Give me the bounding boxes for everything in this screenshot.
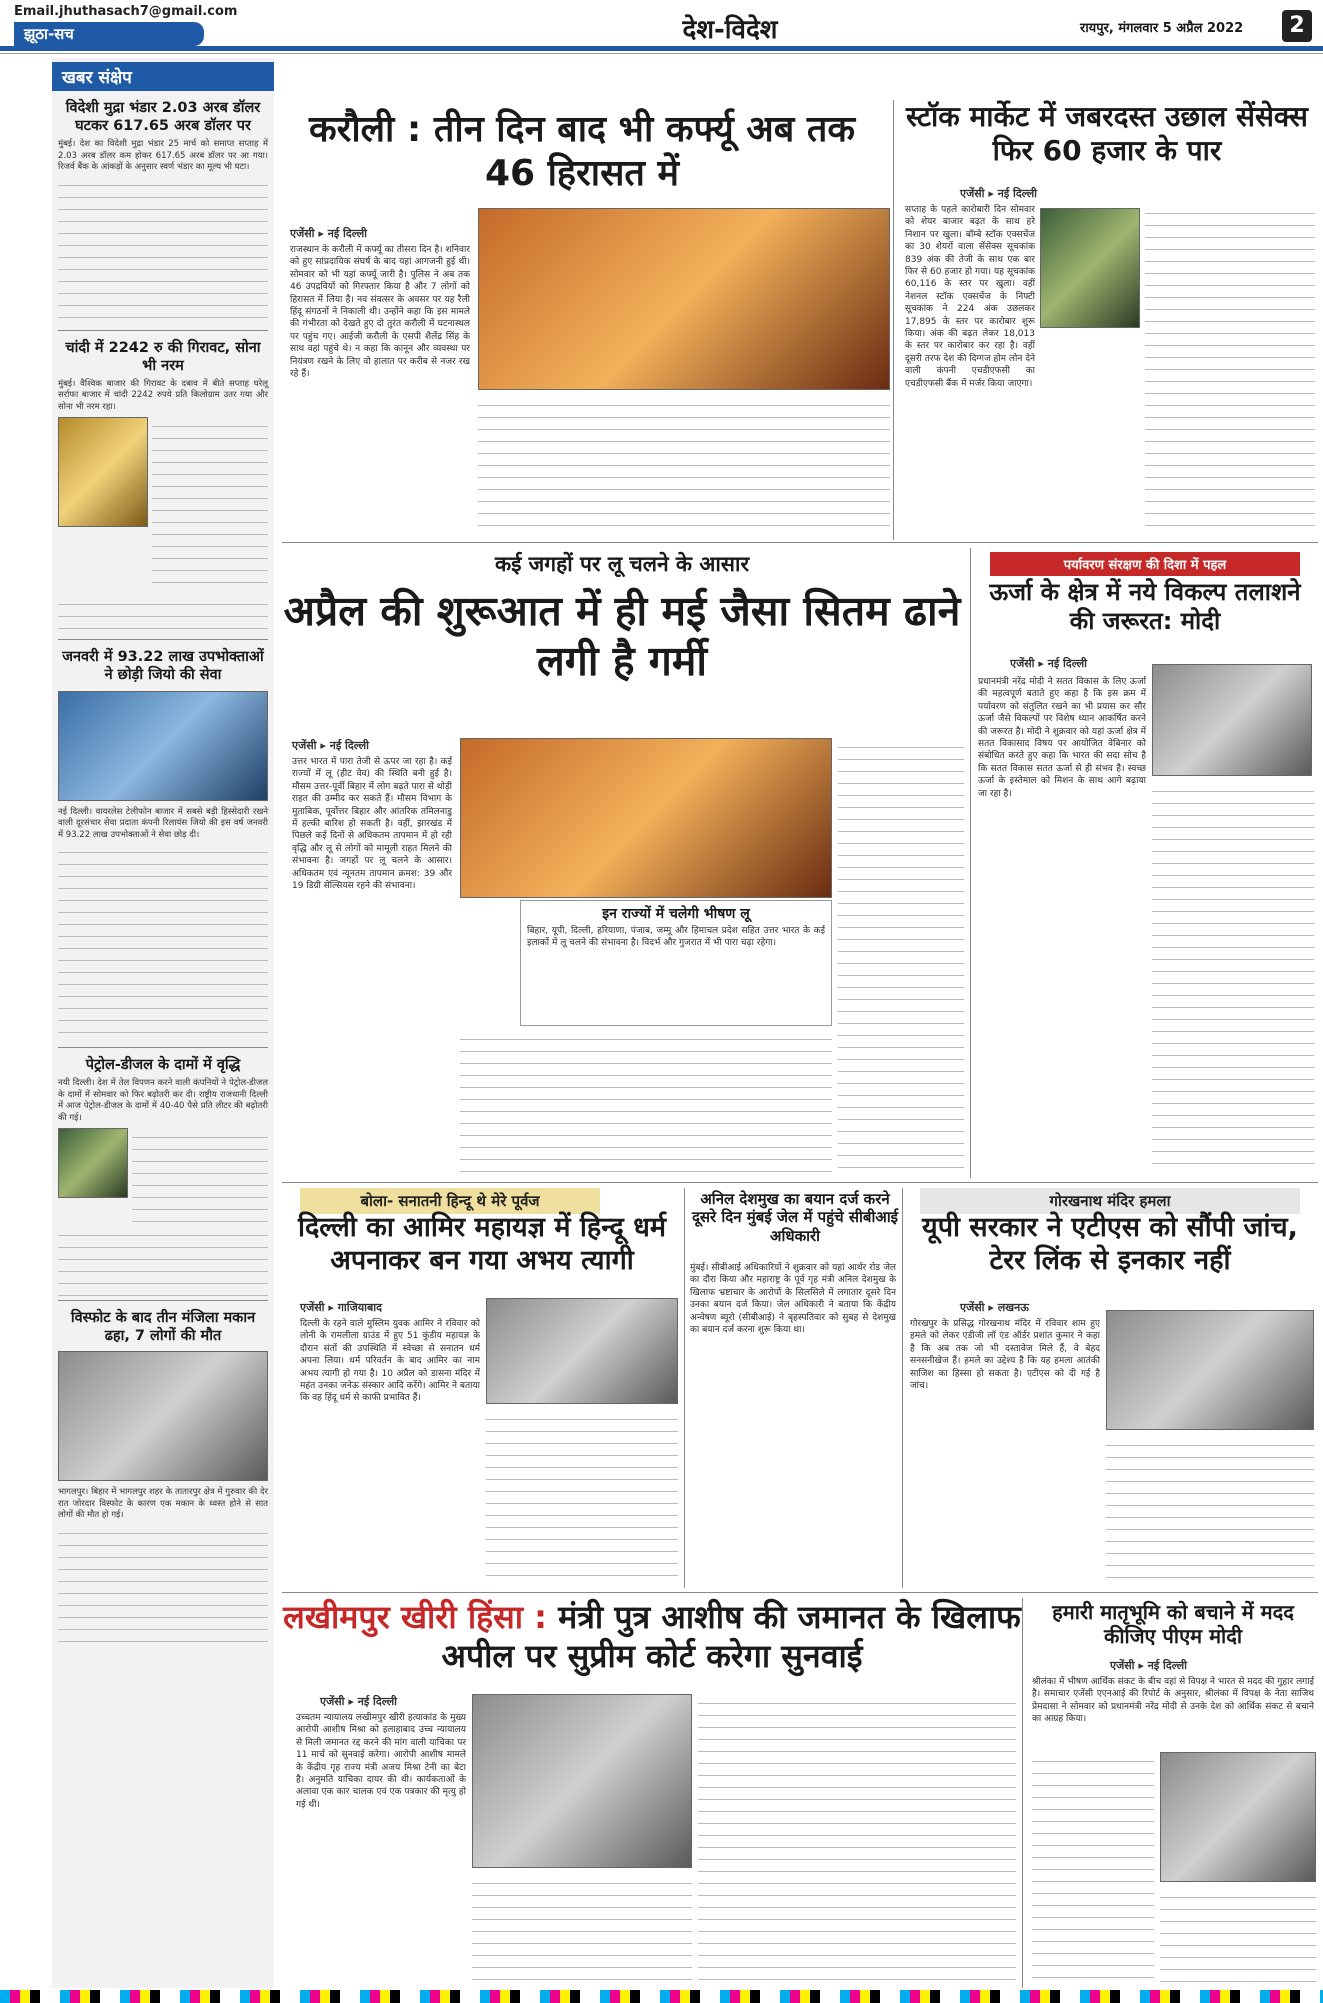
deshmukh-text: मुंबई। सीबीआई अधिकारियों ने शुक्रवार को यहां आर्थर रोड जेल का दौरा किया और महाराष्ट्र के पूर्व गृह मंत्री अनिल देशमुख के खिलाफ भ्रष्टाचार के आरोपों के सिलसिले में लगातार दूसरे दिन उनका बयान दर्ज किया। जेल अधिकारी ने बताया कि केंद्रीय अन्वेषण ब्यूरो (सीबीआई) ने बृहस्पतिवार को सुबह से देशमुख का बयान दर्ज करना शुरू किया था। <box>690 1263 896 1336</box>
karauli-text: राजस्थान के करौली में कर्फ्यू का तीसरा दिन है। शनिवार को हुए सांप्रदायिक संघर्ष के बाद यहां आगजनी हुई थी। सोमवार को भी यहां कर्फ्यू जारी है। पुलिस ने अब तक 46 उपद्रवियों को गिरफ्तार किया है और 7 लोगों को हिरासत में लिया है। नव संवत्सर के अवसर पर यह रैली हिंदू संगठनों ने निकाली थी। उन्होंने कहा कि इस मामले की गंभीरता को देखते हुए दो तुरंत करौली में घटनास्थल पर पहुंच गए। आईजी करौली के एसपी शैलेंद्र सिंह के साथ वहां पहुंचे थे। न कहा कि कानून और व्यवस्था पर नियंत्रण रखने के लिए वो हालात पर करीब से नजर रख रहे हैं। <box>290 245 470 380</box>
header-rule-thin <box>0 53 1323 54</box>
brief-title: पेट्रोल-डीजल के दामों में वृद्धि <box>85 1056 241 1073</box>
lakhimpur-headline-red: लखीमपुर खीरी हिंसा : <box>283 1598 547 1636</box>
energy-headline: ऊर्जा के क्षेत्र में नये विकल्प तलाशने की जरूरत: मोदी <box>989 578 1301 636</box>
collapsed-house-photo <box>58 1351 268 1481</box>
brief-title: चांदी में 2242 रु की गिरावट, सोना भी नरम <box>65 339 261 374</box>
lakhimpur-text-filler <box>472 1874 692 1982</box>
heatwave-byline: एजेंसी ▸ नई दिल्ली <box>292 739 370 752</box>
divider <box>58 639 268 640</box>
petrol-pump-photo <box>58 1128 128 1198</box>
text-filler <box>58 176 268 326</box>
heatwave-kicker: कई जगहों पर लू चलने के आसार <box>494 552 750 576</box>
text-filler <box>58 843 268 1043</box>
karauli-headline: करौली : तीन दिन बाद भी कर्फ्यू अब तक 46 हिरासत में <box>308 109 856 194</box>
stock-byline: एजेंसी ▸ नई दिल्ली <box>960 187 1038 200</box>
text-filler <box>58 1226 268 1296</box>
text-filler <box>152 417 268 593</box>
lakhimpur-byline: एजेंसी ▸ नई दिल्ली <box>320 1695 398 1708</box>
stock-text-filler <box>1145 204 1315 534</box>
aamir-byline: एजेंसी ▸ गाजियाबाद <box>300 1301 382 1314</box>
column-divider <box>1022 1598 1023 1988</box>
ashish-mishra-photo <box>472 1694 692 1868</box>
column-divider <box>902 1188 903 1588</box>
lakhimpur-text-filler <box>698 1694 1016 1982</box>
stock-text: सप्ताह के पहले कारोबारी दिन सोमवार को शेयर बाजार बढ़त के साथ हरे निशान पर खुला। बॉम्बे स्टॉक एक्सचेंज का 30 शेयरों वाला सेंसेक्स सूचकांक 839 अंक की तेजी के साथ एक बार फिर से 60 हजार हो गया। यह सूचकांक 60,116 के स्तर पर खुला। वहीं नेशनल स्टॉक एक्सचेंज के निफ्टी सूचकांक ने 224 अंक उछलकर 17,895 के स्तर पर कारोबार शुरू किया। अंक की बढ़त लेकर 18,013 के स्तर पर कारोबार कर रहा है। वहीं दूसरी तरफ देश की दिग्गज होम लोन देने वाली कंपनी एचडीएफसी का एचडीएफसी बैंक में मर्जर किया जाएगा। <box>905 205 1035 389</box>
row-divider <box>282 542 1318 543</box>
brief-title: जनवरी में 93.22 लाख उपभोक्ताओं ने छोड़ी जियो की सेवा <box>62 649 264 684</box>
brief-text: नई दिल्ली। वायरलेस टेलीफोन बाजार में सबसे बड़ी हिस्सेदारी रखने वाली दूरसंचार सेवा प्रदाता कंपनी रिलायंस जियो की इस वर्ष जनवरी में 93.22 लाख उपभोक्ताओं ने सेवा छोड़ दी। <box>58 806 268 840</box>
brief-text: नयी दिल्ली। देश में तेल विपणन करने वाली कंपनियों ने पेट्रोल-डीजल के दामों में सोमवार को फिर बढ़ोतरी कर दी। राष्ट्रीय राजधानी दिल्ली में आज पेट्रोल-डीजल के दामों में 40-40 पैसे प्रति लीटर की बढ़ोतरी की गई। <box>58 1078 268 1123</box>
masthead-logo: झूठा-सच <box>14 22 204 46</box>
section-title: देश-विदेश <box>682 15 778 45</box>
gorakhnath-text: गोरखपुर के प्रसिद्ध गोरखनाथ मंदिर में रविवार शाम हुए हमले को लेकर एडीजी लॉ एंड ऑर्डर प्रशांत कुमार ने कहा है कि अब तक जो भी दस्तावेज मिले हैं, वे बेहद सनसनीखेज हैं। हमले का उद्देश्य है कि यह हमला आतंकी साजिश का हिस्सा हो सकता है। एटीएस को दी गई है जांच। <box>910 1319 1100 1392</box>
column-divider <box>893 100 894 540</box>
karauli-fire-photo <box>478 208 890 390</box>
color-registration-strip <box>0 1990 1323 2003</box>
header-rule <box>0 46 1323 51</box>
heatwave-states-box <box>520 900 832 1026</box>
heatwave-text-filler <box>838 738 964 1176</box>
gorakhnath-text-filler <box>1106 1436 1314 1586</box>
aamir-photo <box>486 1298 678 1404</box>
karauli-byline: एजेंसी ▸ नई दिल्ली <box>290 227 368 240</box>
lakhimpur-headline-black: मंत्री पुत्र आशीष की जमानत के खिलाफ अपील पर सुप्रीम कोर्ट करेगा सुनवाई <box>441 1598 1021 1676</box>
heatwave-box-title: इन राज्यों में चलेगी भीषण लू <box>602 906 750 922</box>
gorakhnath-tag: गोरखनाथ मंदिर हमला <box>920 1188 1300 1214</box>
text-filler <box>58 595 268 635</box>
column-divider <box>684 1188 685 1588</box>
aamir-headline: दिल्ली का आमिर महायज्ञ में हिन्दू धर्म अपनाकर बन गया अभय त्यागी <box>297 1212 667 1276</box>
energy-byline: एजेंसी ▸ नई दिल्ली <box>1010 657 1088 670</box>
modi-photo <box>1152 664 1312 776</box>
brief-title: विदेशी मुद्रा भंडार 2.03 अरब डॉलर घटकर 617.65 अरब डॉलर पर <box>65 100 261 135</box>
brief-text: मुंबई। देश का विदेशी मुद्रा भंडार 25 मार्च को समाप्त सप्ताह में 2.03 अरब डॉलर कम होकर 617.65 अरब डॉलर पर आ गया। रिजर्व बैंक के आंकड़ों के अनुसार स्वर्ण भंडार का मूल्य भी घटा। <box>58 139 268 173</box>
lakhimpur-headline <box>282 1598 1022 1676</box>
energy-text-filler <box>1152 782 1314 1172</box>
gorakhnath-headline: यूपी सरकार ने एटीएस को सौंपी जांच, टेरर लिंक से इनकार नहीं <box>922 1212 1298 1276</box>
header-email: Email.jhuthasach7@gmail.com <box>14 4 238 19</box>
srilanka-text: श्रीलंका में भीषण आर्थिक संकट के बीच वहां से विपक्ष ने भारत से मदद की गुहार लगाई है। समाचार एजेंसी एएनआई की रिपोर्ट के अनुसार, श्रीलंका में विपक्ष के नेता साजिथ प्रेमदासा ने सोमवार को प्रधानमंत्री नरेंद्र मोदी से उनके देश को आर्थिक संकट से बचाने का आग्रह किया। <box>1032 1677 1314 1725</box>
srilanka-byline: एजेंसी ▸ नई दिल्ली <box>1110 1659 1188 1672</box>
row-divider <box>282 1592 1318 1593</box>
modi-premadasa-photo <box>1160 1752 1316 1882</box>
bull-market-photo <box>1040 208 1140 328</box>
brief-title: विस्फोट के बाद तीन मंजिला मकान ढहा, 7 लोगों की मौत <box>70 1309 256 1345</box>
lakhimpur-text: उच्चतम न्यायालय लखीमपुर खीरी हत्याकांड के मुख्य आरोपी आशीष मिश्रा को इलाहाबाद उच्च न्यायालय से मिली जमानत रद्द करने की मांग वाली याचिका पर 11 मार्च को सुनवाई करेगा। आरोपी आशीष मामले के केंद्रीय गृह राज्य मंत्री अजय मिश्रा टेनी का बेटा है। अनुमति याचिका दायर की थी। कार्यकताओं के अलावा एक कार चालक एवं एक पत्रकार की मृत्यु हो गई थी। <box>296 1713 466 1810</box>
gorakhnath-byline: एजेंसी ▸ लखनऊ <box>960 1301 1029 1314</box>
jio-phone-photo <box>58 691 268 801</box>
srilanka-text-filler <box>1160 1888 1316 1982</box>
sidebar-heading: खबर संक्षेप <box>52 62 274 91</box>
page-number: 2 <box>1282 10 1312 42</box>
srilanka-text-filler <box>1032 1752 1154 1982</box>
aamir-text: दिल्ली के रहने वाले मुस्लिम युवक आमिर ने रविवार को लोनी के रामलीला ग्राउंड में हुए 51 कुंडीय महायज्ञ के दौरान संतों की उपस्थिति में स्वेच्छा से सनातन धर्म अपना लिया। धर्म परिवर्तन के बाद आमिर का नाम अभय त्यागी हो गया है। 10 अप्रैल को डासना मंदिर में महंत उनका जनेऊ संस्कार आदि करेंगे। आमिर ने बताया कि वह हिंदू धर्म से काफी प्रभावित हैं। <box>300 1319 480 1404</box>
text-filler <box>132 1128 268 1224</box>
heatwave-photo <box>460 738 832 898</box>
aamir-text-filler <box>486 1410 678 1586</box>
energy-tag: पर्यावरण संरक्षण की दिशा में पहल <box>990 552 1300 576</box>
divider <box>58 330 268 331</box>
heatwave-text: उत्तर भारत में पारा तेजी से ऊपर जा रहा है। कई राज्यों में लू (हीट वेव) की स्थिति बनी हुई है। मौसम उत्तर-पूर्वी बिहार में लोग बढ़ते पारा से थोड़ी राहत की उम्मीद कर सकते हैं। मौसम विभाग के मुताबिक, पूर्वोत्तर बिहार और आंतरिक तमिलनाडु में हल्की बारिश हो सकती है। वहीं, झारखंड में पिछले कई दिनों से अधिकतम तापमान में हो रही वृद्धि और लू से लोगों को मामूली राहत मिलने की संभावना है। जगहों पर लू चलने के आसार। अधिकतम एवं न्यूनतम तापमान क्रमश: 39 और 19 डिग्री सेल्सियस रहने की संभावना। <box>292 757 452 892</box>
heatwave-text-filler <box>460 1030 832 1176</box>
deshmukh-headline: अनिल देशमुख का बयान दर्ज करने दूसरे दिन मुंबई जेल में पहुंचे सीबीआई अधिकारी <box>691 1190 899 1245</box>
aamir-tag: बोला- सनातनी हिन्दू थे मेरे पूर्वज <box>300 1188 600 1214</box>
heatwave-headline: अप्रैल की शुरूआत में ही मई जैसा सितम ढाने लगी है गर्मी <box>283 587 961 686</box>
date-line: रायपुर, मंगलवार 5 अप्रैल 2022 <box>1080 21 1244 36</box>
column-divider <box>970 548 971 1178</box>
energy-text: प्रधानमंत्री नरेंद्र मोदी ने सतत विकास के लिए ऊर्जा की महत्वपूर्ण बताते हुए कहा है कि इस क्रम में पर्यावरण को संतुलित रखने का भी प्रयास कर सौर ऊर्जा जैसे विकल्पों पर विशेष ध्यान आकर्षित करने की जरूरत है। मोदी ने शुक्रवार को यहां ऊर्जा क्षेत्र में सतत विकासाद विषय पर आयोजित वेबिनार को संबोधित करते हुए कहा कि भारत की सदा सोच है कि सतत विकास सतत ऊर्जा से ही संभव है। स्वच्छ ऊर्जा के इस्तेमाल को मिशन के साथ आगे बढ़ाया जा रहा है। <box>978 677 1146 799</box>
karauli-text-filler <box>478 396 890 534</box>
srilanka-headline: हमारी मातृभूमि को बचाने में मदद कीजिए पीएम मोदी <box>1052 1600 1294 1649</box>
news-brief-sidebar <box>52 58 274 1988</box>
row-divider <box>282 1182 1318 1183</box>
stock-headline: स्टॉक मार्केट में जबरदस्त उछाल सेंसेक्स फिर 60 हजार के पार <box>906 100 1308 168</box>
gold-bars-photo <box>58 417 148 527</box>
heatwave-box-text: बिहार, यूपी, दिल्ली, हरियाणा, पंजाब, जम्मू और हिमाचल प्रदेश सहित उत्तर भारत के कई इलाकों में लू चलने की संभावना है। विदर्भ और गुजरात में भी पारा चढ़ा रहेगा। <box>527 926 825 949</box>
brief-text: मुंबई। वैश्विक बाजार की गिरावट के दबाव में बीते सप्ताह घरेलू सर्राफा बाजार में चांदी 2242 रुपये प्रति किलोग्राम उतर गया और सोना भी नरम रहा। <box>58 378 268 412</box>
divider <box>58 1047 268 1048</box>
brief-text: भागलपुर। बिहार में भागलपुर शहर के तातारपुर क्षेत्र में गुरुवार की देर रात जोरदार विस्फोट के कारण एक मकान के ध्वस्त होने से सात लोगों की मौत हो गई। <box>58 1487 268 1521</box>
gorakhnath-attack-photo <box>1106 1310 1314 1430</box>
divider <box>58 1300 268 1301</box>
text-filler <box>58 1524 268 1644</box>
